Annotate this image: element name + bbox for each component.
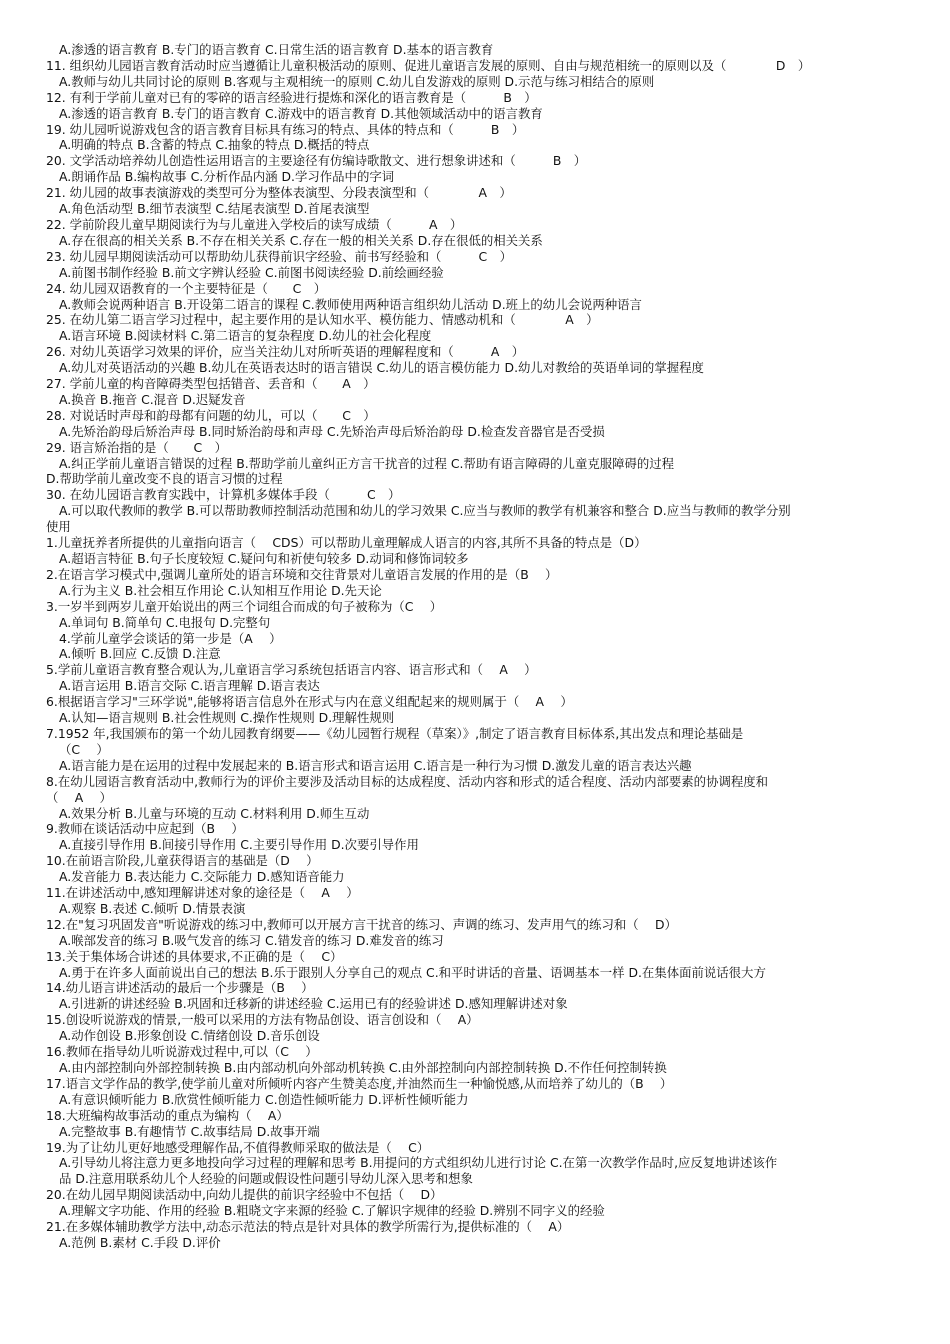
answer-options-line: A.完整故事 B.有趣情节 C.故事结局 D.故事开端 bbox=[59, 1123, 320, 1139]
answer-options-line: A.有意识倾听能力 B.欣赏性倾听能力 C.创造性倾听能力 D.评析性倾听能力 bbox=[59, 1091, 469, 1107]
answer-options-line: A.认知—语言规则 B.社会性规则 C.操作性规则 D.理解性规则 bbox=[59, 710, 395, 726]
question-line: 4.学前儿童学会谈话的第一步是（A ） bbox=[59, 630, 282, 646]
answer-options-line: A.效果分析 B.儿童与环境的互动 C.材料利用 D.师生互动 bbox=[59, 805, 370, 821]
answer-options-line: A.明确的特点 B.含蓄的特点 C.抽象的特点 D.概括的特点 bbox=[59, 137, 370, 153]
answer-options-line: A.直接引导作用 B.间接引导作用 C.主要引导作用 D.次要引导作用 bbox=[59, 837, 419, 853]
answer-options-line: A.勇于在许多人面前说出自己的想法 B.乐于跟别人分享自己的观点 C.和平时讲话的音量、语调基本一样 D.在集体面前说话很大方 bbox=[59, 964, 766, 980]
answer-options-line: A.倾听 B.回应 C.反馈 D.注意 bbox=[59, 646, 221, 662]
question-line: 18.大班编构故事活动的重点为编构（ A） bbox=[46, 1107, 289, 1123]
question-line: 16.教师在指导幼儿听说游戏过程中,可以（C ） bbox=[46, 1044, 318, 1060]
question-line: 21.在多媒体辅助教学方法中,动态示范法的特点是针对具体的教学所需行为,提供标准的（ A） bbox=[46, 1219, 570, 1235]
answer-options-line: A.纠正学前儿童语言错误的过程 B.帮助学前儿童纠正方言干扰音的过程 C.帮助有语言障碍的儿童克服障碍的过程 bbox=[59, 455, 675, 471]
answer-options-line: A.角色活动型 B.细节表演型 C.结尾表演型 D.首尾表演型 bbox=[59, 201, 370, 217]
question-line: 7.1952 年,我国颁布的第一个幼儿园教育纲要——《幼儿园暂行规程（草案）》,制定了语言教育目标体系,其出发点和理论基础是 bbox=[46, 725, 744, 741]
answer-options-line: A.幼儿对英语活动的兴趣 B.幼儿在英语表达时的语言错误 C.幼儿的语言模仿能力 D.幼儿对教给的英语单词的掌握程度 bbox=[59, 360, 704, 376]
answer-options-line: 品 D.注意用联系幼儿个人经验的问题或假设性问题引导幼儿深入思考和想象 bbox=[59, 1171, 473, 1187]
question-line: 9.教师在谈话活动中应起到（B ） bbox=[46, 821, 244, 837]
question-line: 13.关于集体场合讲述的具体要求,不正确的是（ C） bbox=[46, 948, 343, 964]
continuation-line: （ A ） bbox=[46, 789, 112, 805]
answer-options-line: A.行为主义 B.社会相互作用论 C.认知相互作用论 D.先天论 bbox=[59, 582, 382, 598]
answer-options-line: A.语言环境 B.阅读材料 C.第二语言的复杂程度 D.幼儿的社会化程度 bbox=[59, 328, 432, 344]
question-line: 5.学前儿童语言教育整合观认为,儿童语言学习系统包括语言内容、语言形式和（ A ） bbox=[46, 662, 537, 678]
question-line: 11. 组织幼儿园语言教育活动时应当遵循让儿童积极活动的原则、促进儿童语言发展的原则、自由与规范相统一的原则以及（ D ） bbox=[46, 57, 811, 73]
question-line: 6.根据语言学习"三环学说",能够将语言信息外在形式与内在意义组配起来的规则属于（ A ） bbox=[46, 694, 573, 710]
question-line: 3.一岁半到两岁儿童开始说出的两三个词组合而成的句子被称为（C ） bbox=[46, 598, 443, 614]
answer-options-line: A.观察 B.表述 C.倾听 D.情景表演 bbox=[59, 900, 246, 916]
answer-options-line: A.换音 B.拖音 C.混音 D.迟疑发音 bbox=[59, 391, 246, 407]
question-line: 28. 对说话时声母和韵母都有问题的幼儿，可以（ C ） bbox=[46, 407, 376, 423]
question-line: 14.幼儿语言讲述活动的最后一个步骤是（B ） bbox=[46, 980, 314, 996]
question-line: 23. 幼儿园早期阅读活动可以帮助幼儿获得前识字经验、前书写经验和（ C ） bbox=[46, 248, 512, 264]
question-line: 17.语言文学作品的教学,使学前儿童对所倾听内容产生赞美态度,并油然而生一种愉悦感,从而培养了幼儿的（B ） bbox=[46, 1075, 673, 1091]
continuation-line: 使用 bbox=[46, 519, 71, 535]
answer-options-line: A.先矫治韵母后矫治声母 B.同时矫治韵母和声母 C.先矫治声母后矫治韵母 D.检查发音器官是否受损 bbox=[59, 423, 605, 439]
continuation-line: D.帮助学前儿童改变不良的语言习惯的过程 bbox=[46, 471, 283, 487]
question-line: 11.在讲述活动中,感知理解讲述对象的途径是（ A ） bbox=[46, 885, 359, 901]
answer-options-line: A.语言运用 B.语言交际 C.语言理解 D.语言表达 bbox=[59, 678, 320, 694]
question-line: 2.在语言学习模式中,强调儿童所处的语言环境和交往背景对儿童语言发展的作用的是（B ） bbox=[46, 566, 558, 582]
answer-options-line: A.渗透的语言教育 B.专门的语言教育 C.游戏中的语言教育 D.其他领域活动中的语言教育 bbox=[59, 105, 543, 121]
answer-options-line: A.引导幼儿将注意力更多地投向学习过程的理解和思考 B.用提问的方式组织幼儿进行讨论 C.在第一次教学作品时,应反复地讲述该作 bbox=[59, 1155, 778, 1171]
answer-options-line: A.存在很高的相关关系 B.不存在相关关系 C.存在一般的相关关系 D.存在很低的相关关系 bbox=[59, 232, 543, 248]
answer-options-line: A.引进新的讲述经验 B.巩固和迁移新的讲述经验 C.运用已有的经验讲述 D.感知理解讲述对象 bbox=[59, 996, 568, 1012]
question-line: 26. 对幼儿英语学习效果的评价，应当关注幼儿对所听英语的理解程度和（ A ） bbox=[46, 344, 525, 360]
question-line: 8.在幼儿园语言教育活动中,教师行为的评价主要涉及活动目标的达成程度、活动内容和形式的适合程度、活动内部要素的协调程度和 bbox=[46, 773, 769, 789]
question-line: 21. 幼儿园的故事表演游戏的类型可分为整体表演型、分段表演型和（ A ） bbox=[46, 185, 512, 201]
question-line: 19. 幼儿园听说游戏包含的语言教育目标具有练习的特点、具体的特点和（ B ） bbox=[46, 121, 525, 137]
question-line: 10.在前语言阶段,儿童获得语言的基础是（D ） bbox=[46, 853, 319, 869]
answer-options-line: A.前图书制作经验 B.前文字辨认经验 C.前图书阅读经验 D.前绘画经验 bbox=[59, 264, 444, 280]
question-line: 12. 有利于学前儿童对已有的零碎的语言经验进行提炼和深化的语言教育是（ B ） bbox=[46, 89, 537, 105]
answer-options-line: A.超语言特征 B.句子长度较短 C.疑问句和祈使句较多 D.动词和修饰词较多 bbox=[59, 551, 469, 566]
answer-options-line: A.由内部控制向外部控制转换 B.由内部动机向外部动机转换 C.由外部控制向内部控制转换 D.不作任何控制转换 bbox=[59, 1060, 667, 1075]
question-line: 20.在幼儿园早期阅读活动中,向幼儿提供的前识字经验中不包括（ D） bbox=[46, 1187, 443, 1203]
answer-options-line: A.动作创设 B.形象创设 C.情绪创设 D.音乐创设 bbox=[59, 1028, 320, 1044]
answer-options-line: A.理解文字功能、作用的经验 B.粗晓文字来源的经验 C.了解识字规律的经验 D.辨别不同字义的经验 bbox=[59, 1203, 605, 1219]
question-line: 1.儿童抚养者所提供的儿童指向语言（ CDS）可以帮助儿童理解成人语言的内容,其所不具备的特点是（D） bbox=[46, 535, 647, 551]
question-line: 27. 学前儿童的构音障碍类型包括错音、丢音和（ A ） bbox=[46, 376, 376, 392]
answer-options-line: A.教师会说两种语言 B.开设第二语言的课程 C.教师使用两种语言组织幼儿活动 D.班上的幼儿会说两种语言 bbox=[59, 296, 642, 312]
question-line: 19.为了让幼儿更好地感受理解作品,不值得教师采取的做法是（ C） bbox=[46, 1139, 430, 1155]
answer-options-line: A.渗透的语言教育 B.专门的语言教育 C.日常生活的语言教育 D.基本的语言教育 bbox=[59, 42, 494, 57]
question-line: 29. 语言矫治指的是（ C ） bbox=[46, 439, 227, 455]
answer-options-line: A.范例 B.素材 C.手段 D.评价 bbox=[59, 1234, 221, 1250]
question-line: 20. 文学活动培养幼儿创造性运用语言的主要途径有仿编诗歌散文、进行想象讲述和（ B ） bbox=[46, 153, 587, 169]
question-line: 24. 幼儿园双语教育的一个主要特征是（ C ） bbox=[46, 280, 327, 296]
answer-options-line: A.朗诵作品 B.编构故事 C.分析作品内涵 D.学习作品中的字词 bbox=[59, 169, 395, 185]
question-line: 12.在"复习巩固发音"听说游戏的练习中,教师可以开展方言干扰音的练习、声调的练习、发声用气的练习和（ D） bbox=[46, 916, 677, 932]
answer-options-line: A.可以取代教师的教学 B.可以帮助教师控制活动范围和幼儿的学习效果 C.应当与教师的教学有机兼容和整合 D.应当与教师的教学分别 bbox=[59, 503, 791, 519]
answer-options-line: （C ） bbox=[59, 741, 109, 757]
answer-options-line: A.喉部发音的练习 B.吸气发音的练习 C.错发音的练习 D.难发音的练习 bbox=[59, 932, 444, 948]
answer-options-line: A.教师与幼儿共同讨论的原则 B.客观与主观相统一的原则 C.幼儿自发游戏的原则 D.示范与练习相结合的原则 bbox=[59, 73, 655, 89]
question-line: 15.创设听说游戏的情景,一般可以采用的方法有物品创设、语言创设和（ A） bbox=[46, 1012, 479, 1028]
question-line: 22. 学前阶段儿童早期阅读行为与儿童进入学校后的读写成绩（ A ） bbox=[46, 216, 463, 232]
answer-options-line: A.单词句 B.简单句 C.电报句 D.完整句 bbox=[59, 614, 271, 630]
question-line: 25. 在幼儿第二语言学习过程中，起主要作用的是认知水平、模仿能力、情感动机和（ A ） bbox=[46, 312, 599, 328]
answer-options-line: A.语言能力是在运用的过程中发展起来的 B.语言形式和语言运用 C.语言是一种行为习惯 D.激发儿童的语言表达兴趣 bbox=[59, 757, 692, 773]
question-line: 30. 在幼儿园语言教育实践中，计算机多媒体手段（ C ） bbox=[46, 487, 401, 503]
answer-options-line: A.发音能力 B.表达能力 C.交际能力 D.感知语音能力 bbox=[59, 869, 345, 885]
